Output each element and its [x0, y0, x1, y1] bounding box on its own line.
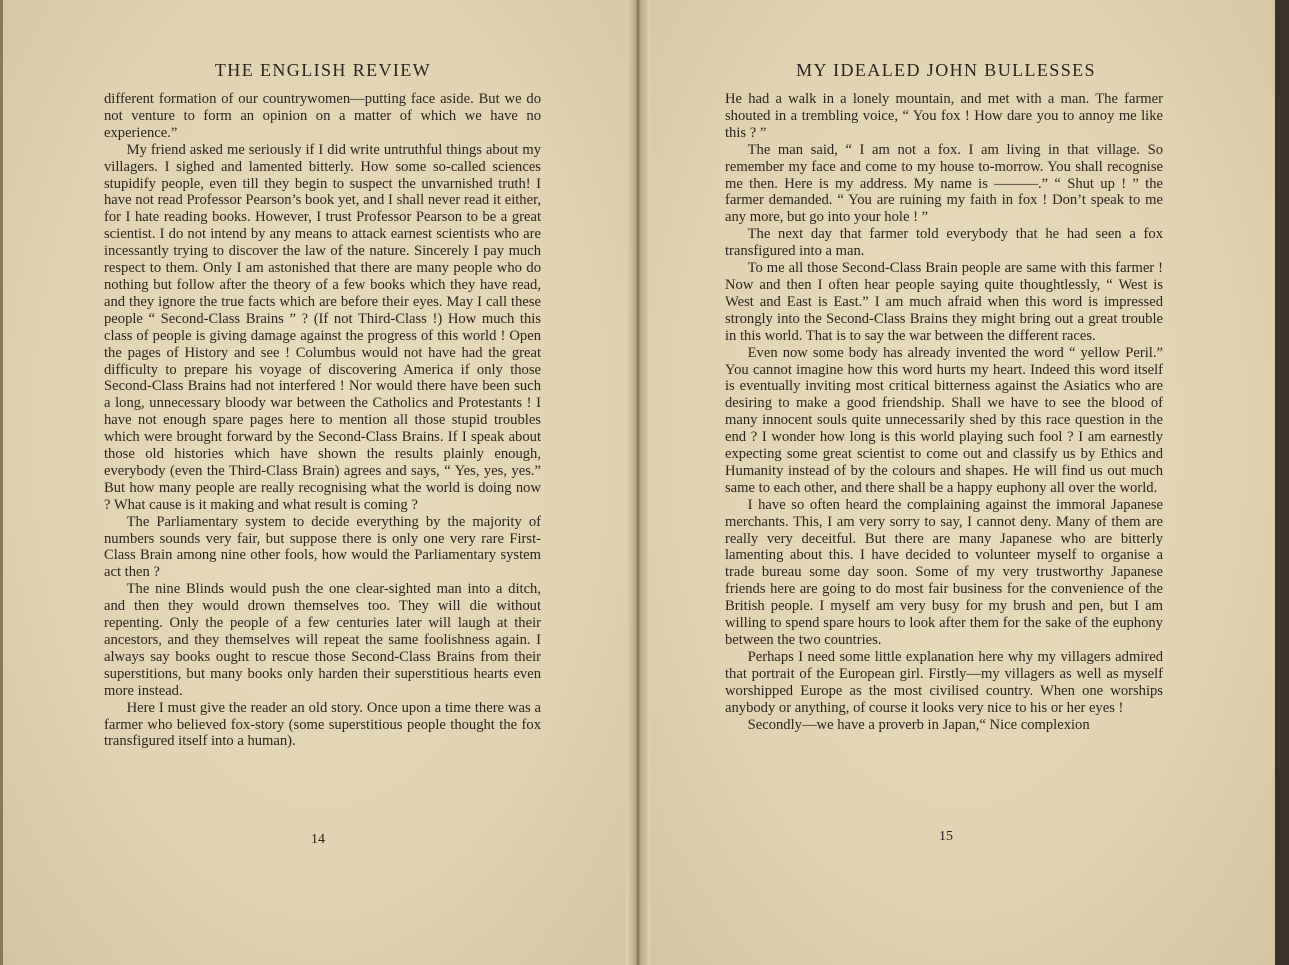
- paragraph: To me all those Second-Class Brain people are same with this farmer ! Now and then I often hear people saying quite thoughtlessly, “ West is West and East is East.” I am much afraid when this word is impressed strongly into the Second-Class Brains they might bring out a great trouble in this world. That is to say the war between the different races.: [725, 260, 1163, 344]
- paragraph: He had a walk in a lonely mountain, and met with a man. The farmer shouted in a trembling voice, “ You fox ! How dare you to annoy me like this ? ”: [725, 91, 1163, 141]
- page-body: [104, 91, 541, 750]
- left-page: [0, 0, 638, 965]
- page-number: 14: [311, 832, 325, 847]
- paragraph: My friend asked me seriously if I did write untruthful things about my villagers. I sighed and lamented bitterly. How some so-called sciences stupidify people, even till they begin to suspect the unvarnished truth! I have not read Professor Pearson’s book yet, and I shall never read it either, for I hate reading books. However, I trust Professor Pearson to be a great scientist. I do not intend by any means to attack earnest scientists who are incessantly trying to discover the law of the nature. Sincerely I pay much respect to them. Only I am astonished that there are many people who do nothing but follow after the theory of a few books which they have read, and they ignore the true facts which are before their eyes. May I call these people “ Second-Class Brains ” ? (If not Third-Class !) How much this class of people is giving damage against the progress of this world ! Open the pages of History and see ! Columbus would not have had the great difficulty to prepare his voyage of discovering America if only those Second-Class Brains had not interfered ! Nor would there have been such a long, unnecessary bloody war between the Catholics and Protestants ! I have not enough spare pages here to mention all those stupid troubles which were brought forward by the Second-Class Brains. If I speak about those old histories which have shown the results plainly enough, everybody (even the Third-Class Brain) agrees and says, “ Yes, yes, yes.” But how many people are really recognising what the world is doing now ? What cause is it making and what result is coming ?: [104, 141, 541, 513]
- paragraph: The Parliamentary system to decide everything by the majority of numbers sounds very fair, but suppose there is only one very rare First-Class Brain among nine other fools, how would the Parliamentary system act then ?: [104, 513, 541, 581]
- page-number: 15: [939, 829, 953, 844]
- running-head: THE ENGLISH REVIEW: [214, 60, 432, 80]
- paragraph: Secondly—we have a proverb in Japan,“ Nice complexion: [747, 716, 1090, 733]
- running-head: MY IDEALED JOHN BULLESSES: [796, 60, 1096, 80]
- paragraph: Perhaps I need some little explanation here why my villagers admired that portrait of the European girl. Firstly—my villagers as well as myself worshipped Europe as the most civilised country. When one worships anybody or anything, of course it looks very nice to his or her eyes !: [725, 648, 1163, 716]
- paragraph: The man said, “ I am not a fox. I am living in that village. So remember my face and come to my house to-morrow. You shall recognise me then. Here is my address. My name is ———.” “ Shut up ! ” the farmer demanded. “ You are ruining my faith in fox ! Don’t speak to me any more, but go into your hole ! ”: [725, 141, 1163, 226]
- right-page: [640, 0, 1289, 965]
- paragraph: The next day that farmer told everybody that he had seen a fox transfigured into a man.: [725, 226, 1163, 260]
- book-gutter: [626, 0, 650, 965]
- paragraph: different formation of our countrywomen—putting face aside. But we do not venture to form an opinion on a matter of which we have no experience.”: [104, 91, 541, 141]
- paragraph: I have so often heard the complaining against the immoral Japanese merchants. This, I am very sorry to say, I cannot deny. Many of them are really very deceitful. But there are many Japanese who are bitterly lamenting about this. I have decided to volunteer myself to organise a trade bureau some day soon. Some of my very trustworthy Japanese friends here are going to do most fair business for the convenience of the British people. I myself am very busy for my brush and pen, but I am willing to spend spare hours to look after them for the sake of the euphony between the two countries.: [725, 496, 1163, 648]
- page-body: [725, 91, 1163, 733]
- paragraph: Even now some body has already invented the word “ yellow Peril.” You cannot imagine how this word hurts my heart. Indeed this word itself is eventually inviting most critical bitterness against the Asiatics who are desiring to make a good friendship. Shall we have to see the blood of many innocent souls quite unnecessarily shed by this race question in the end ? I wonder how long is this world playing such fool ? I am earnestly expecting some great scientist to come out and classify us by Ethics and Humanity instead of by the colours and shapes. He will find us out much same to each other, and there shall be a happy euphony all over the world.: [725, 344, 1163, 496]
- paragraph: The nine Blinds would push the one clear-sighted man into a ditch, and then they would drown themselves too. They will die without repenting. Only the people of a few centuries later will laugh at their ancestors, and they themselves will repeat the same foolishness again. I always say books ought to rescue those Second-Class Brains from their superstitions, but many books only harden their superstitious hearts even more instead.: [104, 581, 541, 699]
- paragraph: Here I must give the reader an old story. Once upon a time there was a farmer who believed fox-story (some superstitious people thought the fox transfigured itself into a human).: [104, 699, 541, 750]
